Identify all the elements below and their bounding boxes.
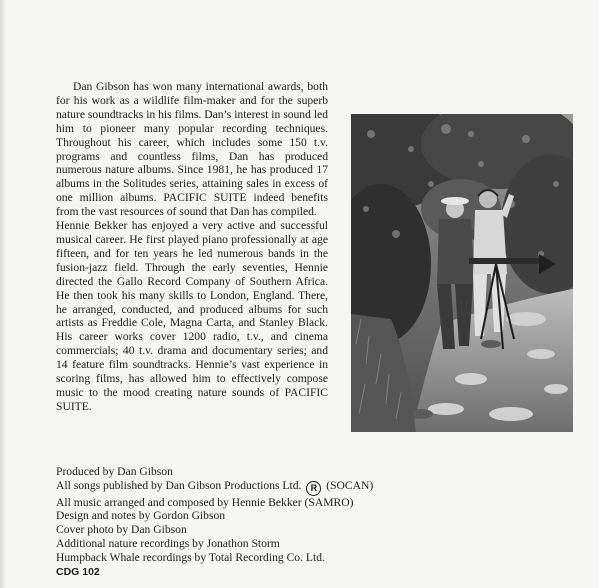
credit-arranger: All music arranged and composed by Hennie Bekker (SAMRO) [56, 495, 354, 509]
bio-text-block [56, 80, 328, 414]
catalog-number: CDG 102 [56, 566, 100, 578]
photo-illustration [351, 114, 573, 432]
registered-trademark-icon: R [306, 481, 321, 496]
credits-block [56, 465, 456, 564]
credit-cover-photo: Cover photo by Dan Gibson [56, 523, 187, 537]
bio-paragraph-hennie-bekker: Hennie Bekker has enjoyed a very active and successful musical career. He first played piano professionally at age fifteen, and for ten years he led numerous bands in the fusion-jazz field. Through the early seventies, Hennie directed the Gallo Record Company of Southern Africa. He then took his many skills to London, England. There, he arranged, conducted, and produced albums for such artists as Freddie Cole, Magna Carta, and Stanley Black. His career works cover 1200 radio, t.v., and cinema commercials; 40 t.v. drama and documentary series; and 14 feature film soundtracks. Hennie’s vast experience in scoring films, has allowed him to effectively compose music to the mood creating nature sounds of PACIFIC SUITE. [56, 219, 328, 413]
credit-publisher [56, 479, 456, 496]
credit-design: Design and notes by Gordon Gibson [56, 509, 226, 523]
credit-publisher-society: (SOCAN) [326, 478, 374, 492]
credit-additional-recordings: Additional nature recordings by Jonathon Storm [56, 536, 280, 550]
bio-paragraph-dan-gibson: Dan Gibson has won many international awards, both for his work as a wildlife film-maker and for the superb nature soundtracks in his films. Dan’s interest in sound led him to pioneer many popular recording techniques. Throughout his career, which includes some 150 t.v. programs and countless films, Dan has produced numerous nature albums. Since 1981, he has produced 17 albums in the Solitudes series, attaining sales in excess of one million albums. PACIFIC SUITE indeed benefits from the vast resources of sound that Dan has compiled. [56, 80, 328, 219]
credit-producer: Produced by Dan Gibson [56, 465, 173, 478]
page-edge-shadow [0, 0, 6, 588]
credit-publisher-text: All songs published by Dan Gibson Productions Ltd. [56, 478, 302, 492]
credit-humpback-recordings: Humpback Whale recordings by Total Recording Co. Ltd. [56, 550, 325, 564]
cover-photo-stream-recording [351, 114, 573, 432]
